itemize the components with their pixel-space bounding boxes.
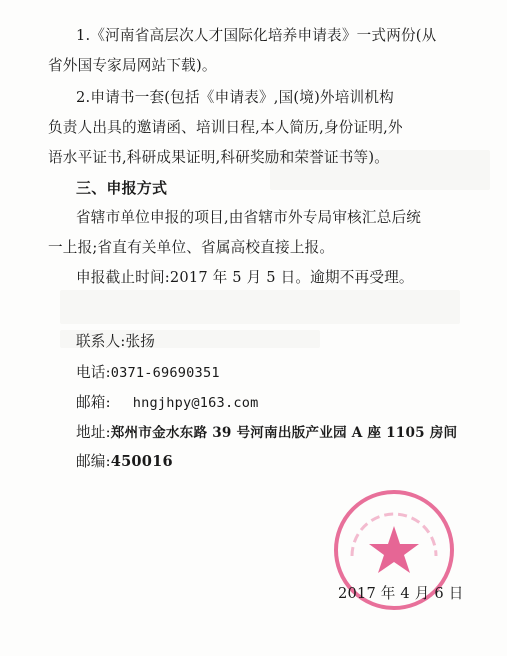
contact-phone-label: 电话: [76, 364, 111, 381]
contact-email-row [76, 393, 258, 413]
contact-address-value: 郑州市金水东路 39 号河南出版产业园 A 座 1105 房间 [110, 425, 458, 441]
deadline-line: 申报截止时间:2017 年 5 月 5 日。逾期不再受理。 [76, 269, 414, 286]
section-3-paragraph-line-1: 省辖市单位申报的项目,由省辖市外专局审核汇总后统 [76, 209, 422, 226]
bleed-through-mark [60, 290, 460, 324]
contact-address-row [76, 423, 457, 443]
item-2-line-2: 负责人出具的邀请函、培训日程,本人简历,身份证明,外 [48, 119, 403, 136]
contact-person-value: 张扬 [125, 333, 156, 350]
contact-postcode-row [76, 452, 173, 472]
section-3-heading: 三、申报方式 [76, 179, 168, 197]
contact-postcode-label: 邮编: [76, 453, 111, 470]
contact-phone-row [76, 363, 220, 383]
contact-email-label: 邮箱: [76, 394, 111, 411]
item-2-line-1: 2.申请书一套(包括《申请表》,国(境)外培训机构 [76, 89, 394, 106]
document-date: 2017 年 4 月 6 日 [338, 585, 464, 602]
section-3-paragraph-line-2: 一上报;省直有关单位、省属高校直接上报。 [48, 239, 335, 256]
item-2-line-3: 语水平证书,科研成果证明,科研奖励和荣誉证书等)。 [48, 149, 390, 166]
item-1-line-1: 1.《河南省高层次人才国际化培养申请表》一式两份(从 [76, 27, 437, 44]
contact-postcode-value: 450016 [110, 453, 173, 470]
item-1-line-2: 省外国专家局网站下载)。 [48, 57, 217, 74]
contact-person-label: 联系人: [76, 333, 126, 350]
contact-phone-value: 0371-69690351 [110, 365, 220, 381]
contact-address-label: 地址: [76, 424, 111, 441]
contact-email-value: hngjhpy@163.com [132, 395, 259, 411]
contact-person-row [76, 332, 155, 352]
seal-star-icon [369, 526, 419, 573]
